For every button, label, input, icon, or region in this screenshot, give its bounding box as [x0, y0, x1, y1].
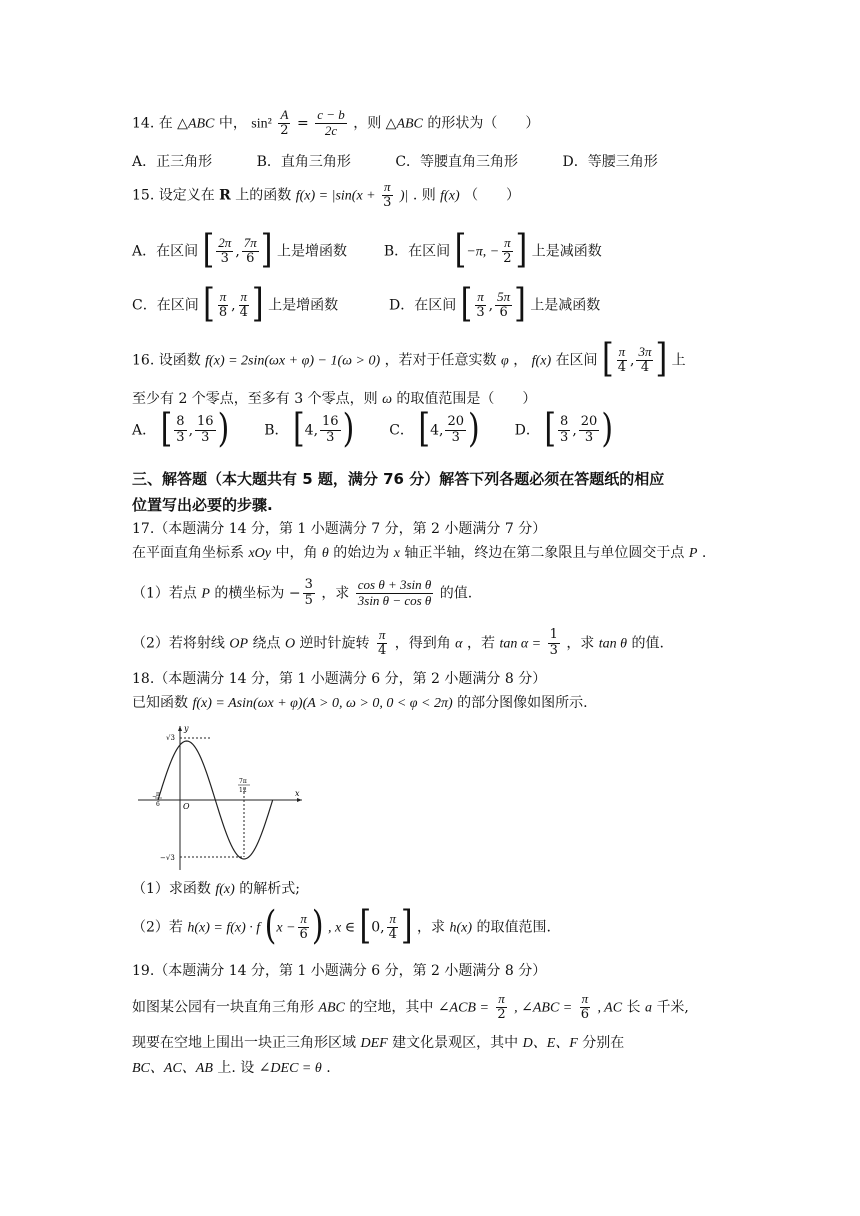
numerator: 20 — [580, 414, 598, 429]
option-b-label: B． — [264, 422, 289, 439]
point-p: P — [688, 546, 698, 561]
numerator: π — [618, 344, 626, 359]
option-d-label: D．在区间 — [388, 297, 457, 314]
denominator: 2 — [503, 250, 512, 266]
question-number: 16. — [132, 352, 155, 369]
answer-paren: （ ） — [464, 187, 521, 204]
interval-left: 4, — [430, 422, 444, 439]
q18-header: 18.（本题满分 14 分，第 1 小题满分 6 分，第 2 小题满分 8 分） — [132, 671, 547, 687]
angle-dec: ∠DEC = θ — [258, 1061, 322, 1076]
q17-stem — [132, 544, 706, 564]
q14-options — [132, 153, 698, 172]
function-expression: f(x) = Asin(ωx + φ)(A > 0, ω > 0, 0 < φ < 2π) — [192, 696, 453, 711]
denominator: 6 — [499, 304, 508, 320]
triangle-def: DEF — [360, 1036, 388, 1051]
text: 千米, — [656, 999, 689, 1016]
function-ref: f(x) — [215, 882, 235, 897]
text: 上. 设 — [217, 1060, 255, 1076]
q16-stem: 16. 设函数 f(x) = 2sin(ωx + φ) − 1(ω > 0) ，若对于任意实数 φ ， f(x) 在区间 [ $\frac{\pi}{4}$ , $\frac{3\pi}{4}$ ] 上 — [132, 337, 686, 383]
numerator: π — [504, 235, 511, 250]
sides: BC、AC、AB — [132, 1061, 213, 1076]
q18-part2: （2）若 h(x) = f(x) · f (x − $\frac{\pi}{6}$ ) , x ∈ [0, $\frac{\pi}{4}$ ] ，求 h(x) 的取值范围. — [132, 904, 551, 950]
denominator: 3 — [549, 642, 558, 658]
denominator: 2 — [497, 1006, 506, 1022]
text: 绕点 — [252, 635, 281, 652]
text: 的形状为（ ） — [427, 115, 540, 132]
numerator: 2π — [218, 235, 232, 250]
denominator: 6 — [246, 250, 255, 266]
fraction — [636, 345, 653, 376]
q17-part2 — [132, 628, 664, 659]
text: （2）若 — [132, 919, 183, 936]
denominator: 2 — [280, 122, 289, 138]
fraction — [217, 290, 229, 321]
text: 在平面直角坐标系 — [132, 545, 244, 561]
q16-options: A． [ $\frac{8}{3}$ , $\frac{16}{3}$ ) B． [4, $\frac{16}{3}$ ) C． [4, $\frac{20}{3}$ ) D． [ $\frac{8}{3}$ , $\frac{20}{3}$ ) — [132, 407, 614, 453]
text: 的解析式; — [239, 881, 300, 897]
fraction — [216, 236, 233, 267]
text: 如图某公园有一块直角三角形 — [132, 999, 314, 1016]
triangle-symbol: △ABC — [177, 116, 215, 132]
numerator: π — [477, 289, 484, 304]
text: 在 — [158, 115, 173, 132]
text: 上的函数 — [235, 187, 292, 204]
q14-stem: 14. 在 △ABC 中， sin² $\frac{A}{2}$ = $\frac{c - b}{2c}$ ，则 △ABC 的形状为（ ） — [132, 107, 540, 138]
x-arrow-icon — [297, 798, 302, 802]
fraction — [579, 415, 600, 446]
text: （1）若点 — [132, 585, 197, 602]
q17-header: 17.（本题满分 14 分，第 1 小题满分 7 分，第 2 小题满分 7 分） — [132, 521, 547, 537]
function-ref: f(x) — [531, 353, 552, 369]
text: 上是减函数 — [530, 297, 601, 314]
fraction — [174, 415, 186, 446]
denominator: 5 — [304, 592, 313, 608]
angle-abc: , ∠ABC = — [514, 1000, 573, 1016]
option-c: C．等腰直角三角形 — [395, 154, 519, 170]
text: 逆时针旋转 — [299, 635, 370, 652]
option-c-label: C． — [389, 422, 414, 439]
numerator: 16 — [322, 414, 339, 429]
question-number: 15. — [132, 187, 155, 204]
option-a-label: A． — [132, 422, 157, 439]
text: ，求 — [566, 635, 595, 652]
numerator: π — [383, 179, 391, 194]
text: 的始边为 — [333, 545, 390, 561]
q15-options-ab: A．在区间 [ $\frac{2\pi}{3}$ , $\frac{7\pi}{6}$ ] 上是增函数 B．在区间 [−π, − $\frac{\pi}{2}$ ] 上是减函数 — [132, 228, 602, 274]
phi-symbol: φ — [501, 353, 509, 369]
x-label: x — [295, 789, 300, 798]
text: 在区间 — [555, 352, 598, 369]
fraction-a-over-2 — [278, 108, 290, 139]
right-tick-den: 12 — [239, 787, 247, 794]
min-label: −√3 — [160, 854, 175, 862]
omega-symbol: ω — [382, 392, 392, 407]
fraction — [320, 415, 341, 446]
interval-left: −π, − — [466, 244, 500, 260]
denominator: 3 — [176, 429, 185, 445]
tan-alpha: tan α = — [499, 636, 542, 652]
denominator: 4 — [640, 359, 650, 375]
text: 的取值范围. — [476, 919, 551, 936]
fraction — [303, 578, 315, 609]
fraction — [616, 345, 628, 376]
denominator: 3 — [476, 304, 485, 320]
max-label: √3 — [166, 734, 175, 742]
text: ，则 — [353, 115, 382, 132]
theta-symbol: θ — [321, 546, 329, 561]
option-c-label: C．在区间 — [132, 297, 199, 314]
fraction-pi-3 — [381, 180, 393, 211]
point-o: O — [284, 636, 296, 652]
q19-line1 — [132, 992, 689, 1023]
function-graph — [130, 722, 310, 872]
q18-part1 — [132, 880, 300, 900]
option-d-label: D． — [514, 422, 540, 439]
y-arrow-icon — [178, 726, 182, 731]
text: 上是增函数 — [268, 297, 339, 314]
point-p: P — [201, 586, 210, 602]
text: 中，角 — [275, 545, 318, 561]
denominator: 8 — [218, 304, 228, 320]
denominator: 3 — [584, 429, 594, 445]
numerator: π — [389, 911, 396, 926]
function-expression: f(x) = |sin(x + — [295, 188, 380, 204]
fraction — [242, 236, 259, 267]
argument: x − — [276, 920, 296, 936]
q19-line2 — [132, 1034, 624, 1054]
fraction — [445, 415, 466, 446]
denominator: 2c — [324, 122, 338, 138]
numerator: π — [219, 289, 227, 304]
sin-squared: sin² — [251, 116, 272, 132]
text: 设函数 — [158, 352, 201, 369]
numerator: π — [240, 289, 248, 304]
denominator: 4 — [377, 642, 387, 658]
numerator: π — [581, 991, 589, 1006]
variable-a: a — [644, 1000, 652, 1016]
q15-stem — [132, 180, 520, 211]
option-d: D．等腰三角形 — [562, 154, 658, 170]
text: 建文化景观区，其中 — [392, 1035, 519, 1051]
text: （2）若将射线 — [132, 635, 225, 652]
q17-part1 — [132, 578, 472, 609]
numerator: A — [280, 107, 289, 122]
triangle-abc: ABC — [318, 1000, 345, 1016]
fraction — [238, 290, 250, 321]
y-label: y — [184, 724, 189, 733]
text: ，求 — [417, 919, 446, 936]
text: 设定义在 — [158, 187, 215, 204]
text: ，若 — [466, 635, 495, 652]
text: 长 — [626, 999, 641, 1016]
angle-acb: ∠ACB = — [437, 1000, 489, 1016]
real-set-symbol: R — [219, 187, 231, 204]
denominator: 3sin θ − cos θ — [357, 592, 432, 608]
text: 的横坐标为 — [214, 585, 285, 602]
fraction — [474, 290, 486, 321]
numerator: 1 — [549, 627, 558, 642]
numerator: 3π — [638, 344, 652, 359]
minus-sign: − — [288, 585, 301, 602]
side-ac: , AC — [597, 1000, 623, 1016]
text: 中， — [218, 115, 247, 132]
section-heading-line1: 三、解答题（本大题共有 5 题，满分 76 分）解答下列各题必须在答题纸的相应 — [132, 470, 665, 488]
text: 的取值范围是（ ） — [396, 391, 537, 407]
origin-label: O — [183, 802, 190, 811]
text: ，求 — [321, 585, 350, 602]
fraction — [495, 992, 507, 1023]
numerator: 8 — [176, 414, 185, 429]
text: 上是减函数 — [531, 243, 602, 260]
right-tick-num: 7π — [239, 778, 247, 785]
fraction — [298, 912, 310, 943]
denominator: 4 — [617, 359, 627, 375]
text: ，若对于任意实数 — [384, 352, 497, 369]
fraction-c-minus-b — [315, 108, 347, 139]
left-tick-sign: − — [152, 793, 158, 800]
option-a: A．正三角形 — [132, 154, 213, 170]
text: . 则 — [412, 187, 436, 204]
ray-op: OP — [229, 636, 249, 652]
text: . — [326, 1060, 331, 1076]
text: . — [701, 545, 707, 561]
function-expression: f(x) = 2sin(ωx + φ) − 1(ω > 0) — [205, 353, 381, 369]
interval-left: 0, — [371, 919, 385, 936]
fraction — [195, 415, 216, 446]
numerator: 7π — [243, 235, 257, 250]
text: 的值. — [439, 585, 473, 602]
section-heading-line2: 位置写出必要的步骤. — [132, 496, 273, 514]
numerator: 20 — [447, 414, 464, 429]
x-symbol: x — [393, 546, 400, 561]
text: 的空地，其中 — [349, 999, 434, 1016]
text: ，得到角 — [394, 635, 451, 652]
fraction-trig — [356, 578, 434, 609]
left-tick-den: 6 — [156, 801, 160, 808]
denominator: 3 — [560, 429, 569, 445]
fraction — [376, 628, 388, 659]
text: 至少有 2 个零点，至多有 3 个零点，则 — [132, 391, 378, 407]
numerator: cos θ + 3sin θ — [357, 577, 432, 592]
denominator: 3 — [451, 429, 460, 445]
numerator: π — [498, 991, 505, 1006]
interval-left: 4, — [304, 422, 319, 439]
denominator: 6 — [580, 1006, 589, 1022]
denominator: 4 — [388, 926, 397, 942]
q18-stem — [132, 694, 588, 714]
function-ref: f(x) — [440, 188, 460, 204]
points-def: D、E、F — [522, 1036, 578, 1051]
q19-line3 — [132, 1059, 331, 1079]
q19-header: 19.（本题满分 14 分，第 1 小题满分 6 分，第 2 小题满分 8 分） — [132, 963, 547, 979]
numerator: c − b — [317, 107, 345, 122]
h-expression: h(x) = f(x) · f — [187, 920, 261, 936]
numerator: π — [300, 911, 307, 926]
numerator: 8 — [560, 414, 569, 429]
fraction — [548, 628, 560, 659]
fraction — [501, 236, 513, 267]
fraction — [387, 912, 399, 943]
function-expression-end: )| — [399, 188, 409, 204]
text: ， — [513, 352, 528, 369]
text: 上是增函数 — [276, 243, 347, 260]
fraction — [558, 415, 570, 446]
denominator: 3 — [326, 429, 335, 445]
numerator: π — [378, 627, 386, 642]
text: 上 — [671, 352, 686, 369]
tan-theta: tan θ — [598, 636, 628, 652]
domain-expression: , x ∈ — [327, 920, 356, 936]
numerator: 5π — [497, 289, 511, 304]
text: 已知函数 — [132, 695, 188, 711]
option-a-label: A．在区间 — [132, 243, 199, 260]
q15-options-cd: C．在区间 [ $\frac{\pi}{8}$ , $\frac{\pi}{4}$ ] 上是增函数 D．在区间 [ $\frac{\pi}{3}$ , $\frac{5\pi}{6}$ ] 上是减函数 — [132, 282, 601, 328]
alpha-symbol: α — [455, 636, 463, 652]
denominator: 6 — [299, 926, 308, 942]
coordinate-system: xOy — [248, 546, 271, 561]
triangle-symbol: △ABC — [385, 116, 423, 132]
text: 的值. — [631, 635, 664, 652]
numerator: 16 — [197, 414, 214, 429]
option-b: B．直角三角形 — [256, 154, 351, 170]
text: 轴正半轴，终边在第二象限且与单位圆交于点 — [404, 545, 685, 561]
fraction — [495, 290, 512, 321]
fraction — [579, 992, 591, 1023]
denominator: 4 — [239, 304, 248, 320]
question-number: 14. — [132, 115, 155, 132]
text: 分别在 — [582, 1035, 625, 1051]
numerator: 3 — [304, 577, 313, 592]
denominator: 3 — [220, 250, 229, 266]
text: 的部分图像如图所示. — [457, 695, 588, 711]
option-b-label: B．在区间 — [383, 243, 451, 260]
text: （1）求函数 — [132, 881, 211, 897]
denominator: 3 — [383, 194, 392, 210]
text: 现要在空地上围出一块正三角形区域 — [132, 1035, 356, 1051]
left-tick-num: π — [156, 791, 160, 798]
function-ref: h(x) — [449, 920, 473, 936]
denominator: 3 — [201, 429, 210, 445]
